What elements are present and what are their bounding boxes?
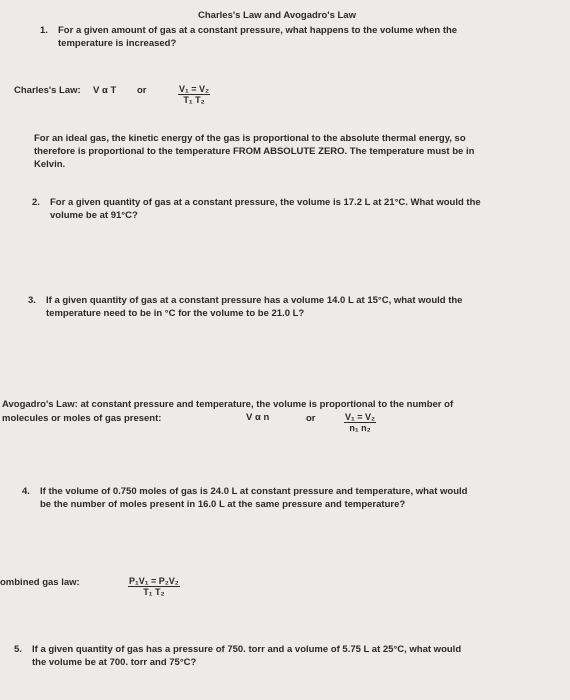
question-1	[40, 24, 550, 50]
question-2-line-2: volume be at 91°C?	[50, 210, 138, 221]
avogadro-formula-numerator: V₁ = V₂	[345, 412, 375, 422]
charles-law-formula	[178, 84, 210, 105]
question-3-number: 3.	[28, 295, 36, 306]
ideal-gas-line-3: Kelvin.	[34, 159, 66, 170]
question-3-line-1: If a given quantity of gas at a constant pressure has a volume 14.0 L at 15°C, what would the	[46, 295, 463, 306]
question-2	[32, 196, 562, 222]
question-5-line-2: the volume be at 700. torr and 75°C?	[32, 657, 197, 668]
avogadro-law-or: or	[306, 413, 316, 424]
question-2-number: 2.	[32, 197, 40, 208]
question-5-line-1: If a given quantity of gas has a pressure of 750. torr and a volume of 5.75 L at 25°C, what would	[32, 644, 462, 655]
question-1-line-1: For a given amount of gas at a constant pressure, what happens to the volume when the	[58, 25, 458, 36]
avogadro-law-formula	[344, 412, 376, 433]
charles-formula-numerator: V₁ = V₂	[179, 84, 209, 94]
ideal-gas-line-2: therefore is proportional to the temperature FROM ABSOLUTE ZERO. The temperature must be in	[34, 146, 475, 157]
question-4-line-2: be the number of moles present in 16.0 L at the same pressure and temperature?	[40, 499, 406, 510]
question-4-number: 4.	[22, 486, 30, 497]
combined-formula-numerator: P₁V₁ = P₂V₂	[129, 576, 179, 586]
avogadro-law-line-1: Avogadro's Law: at constant pressure and temperature, the volume is proportional to the number of	[2, 399, 454, 410]
combined-gas-law-label: ombined gas law:	[0, 577, 80, 588]
ideal-gas-line-1: For an ideal gas, the kinetic energy of the gas is proportional to the absolute thermal energy, so	[34, 133, 466, 144]
combined-formula-denominator: T₁ T₂	[143, 587, 165, 597]
charles-law-proportion: V α T	[93, 85, 117, 96]
question-1-line-2: temperature is increased?	[58, 38, 177, 49]
avogadro-law-proportion: V α n	[246, 412, 270, 423]
charles-law-label: Charles's Law:	[14, 85, 81, 96]
charles-formula-denominator: T₁ T₂	[183, 95, 205, 105]
question-4-line-1: If the volume of 0.750 moles of gas is 24.0 L at constant pressure and temperature, what would	[40, 486, 468, 497]
page-title: Charles's Law and Avogadro's Law	[198, 10, 356, 21]
question-3-line-2: temperature need to be in °C for the volume to be 21.0 L?	[46, 308, 305, 319]
question-3	[28, 294, 558, 320]
combined-gas-law-formula	[128, 576, 180, 597]
question-4	[22, 485, 562, 511]
question-1-number: 1.	[40, 25, 48, 36]
question-5	[14, 643, 566, 669]
avogadro-formula-denominator: n₁ n₂	[349, 423, 371, 433]
avogadro-law-line-2: molecules or moles of gas present:	[2, 413, 162, 424]
question-2-line-1: For a given quantity of gas at a constant pressure, the volume is 17.2 L at 21°C. What would the	[50, 197, 481, 208]
ideal-gas-paragraph	[34, 132, 562, 171]
question-5-number: 5.	[14, 644, 22, 655]
charles-law-or: or	[137, 85, 147, 96]
